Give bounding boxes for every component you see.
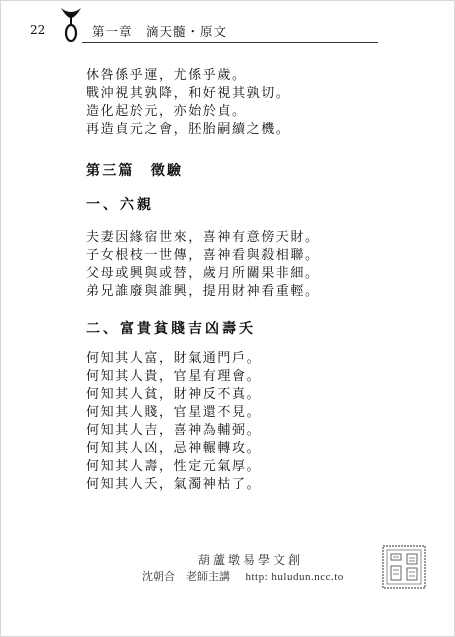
- footer-title: 葫蘆墩易學文創: [198, 553, 304, 567]
- verse-line: 夫妻因緣宿世來，喜神有意傍天財。: [86, 230, 320, 245]
- verse-line: 父母或興與或替，歲月所關果非細。: [86, 266, 320, 281]
- page-number: 22: [30, 23, 46, 37]
- verse-line: 再造貞元之會，胚胎嗣續之機。: [86, 122, 291, 137]
- footer-credit-line: [142, 568, 344, 584]
- subsection-title-six-relations: 一、六親: [86, 197, 154, 213]
- verse-line: 休咎係乎運，尤係乎歲。: [86, 68, 247, 83]
- verse-line: 弟兄誰廢與誰興，提用財神看重輕。: [86, 284, 320, 299]
- header-rule: [82, 42, 378, 43]
- verse-line: 何知其人賤，官星還不見。: [86, 405, 262, 420]
- verse-line: 何知其人富，財氣通門戶。: [86, 351, 262, 366]
- six-relations-verses: [86, 229, 320, 301]
- verse-line: 何知其人凶，忌神輾轉攻。: [86, 441, 262, 456]
- page-header: [0, 0, 455, 44]
- footer-url: http: huludun.ncc.to: [245, 571, 344, 583]
- verse-line: 子女根枝一世傳，喜神看與殺相聯。: [86, 248, 320, 263]
- footer-credit: 沈朝合 老師主講: [142, 570, 230, 583]
- seal-stamp-icon: [381, 544, 427, 590]
- intro-verses: [86, 67, 290, 139]
- verse-line: 何知其人夭，氣濁神枯了。: [86, 477, 262, 492]
- verse-line: 何知其人貧，財神反不真。: [86, 387, 262, 402]
- section-title: 第三篇 徵驗: [86, 163, 184, 179]
- subsection-title-fortune: 二、富貴貧賤吉凶壽夭: [86, 321, 256, 337]
- running-title: 第一章 滴天髓・原文: [92, 24, 228, 39]
- verse-line: 戰沖視其孰降，和好視其孰切。: [86, 86, 291, 101]
- verse-line: 何知其人壽，性定元氣厚。: [86, 459, 262, 474]
- fortune-verses: [86, 350, 261, 494]
- verse-line: 造化起於元，亦始於貞。: [86, 104, 247, 119]
- verse-line: 何知其人吉，喜神為輔弼。: [86, 423, 262, 438]
- verse-line: 何知其人貴，官星有理會。: [86, 369, 262, 384]
- publisher-logo-icon: [60, 6, 82, 42]
